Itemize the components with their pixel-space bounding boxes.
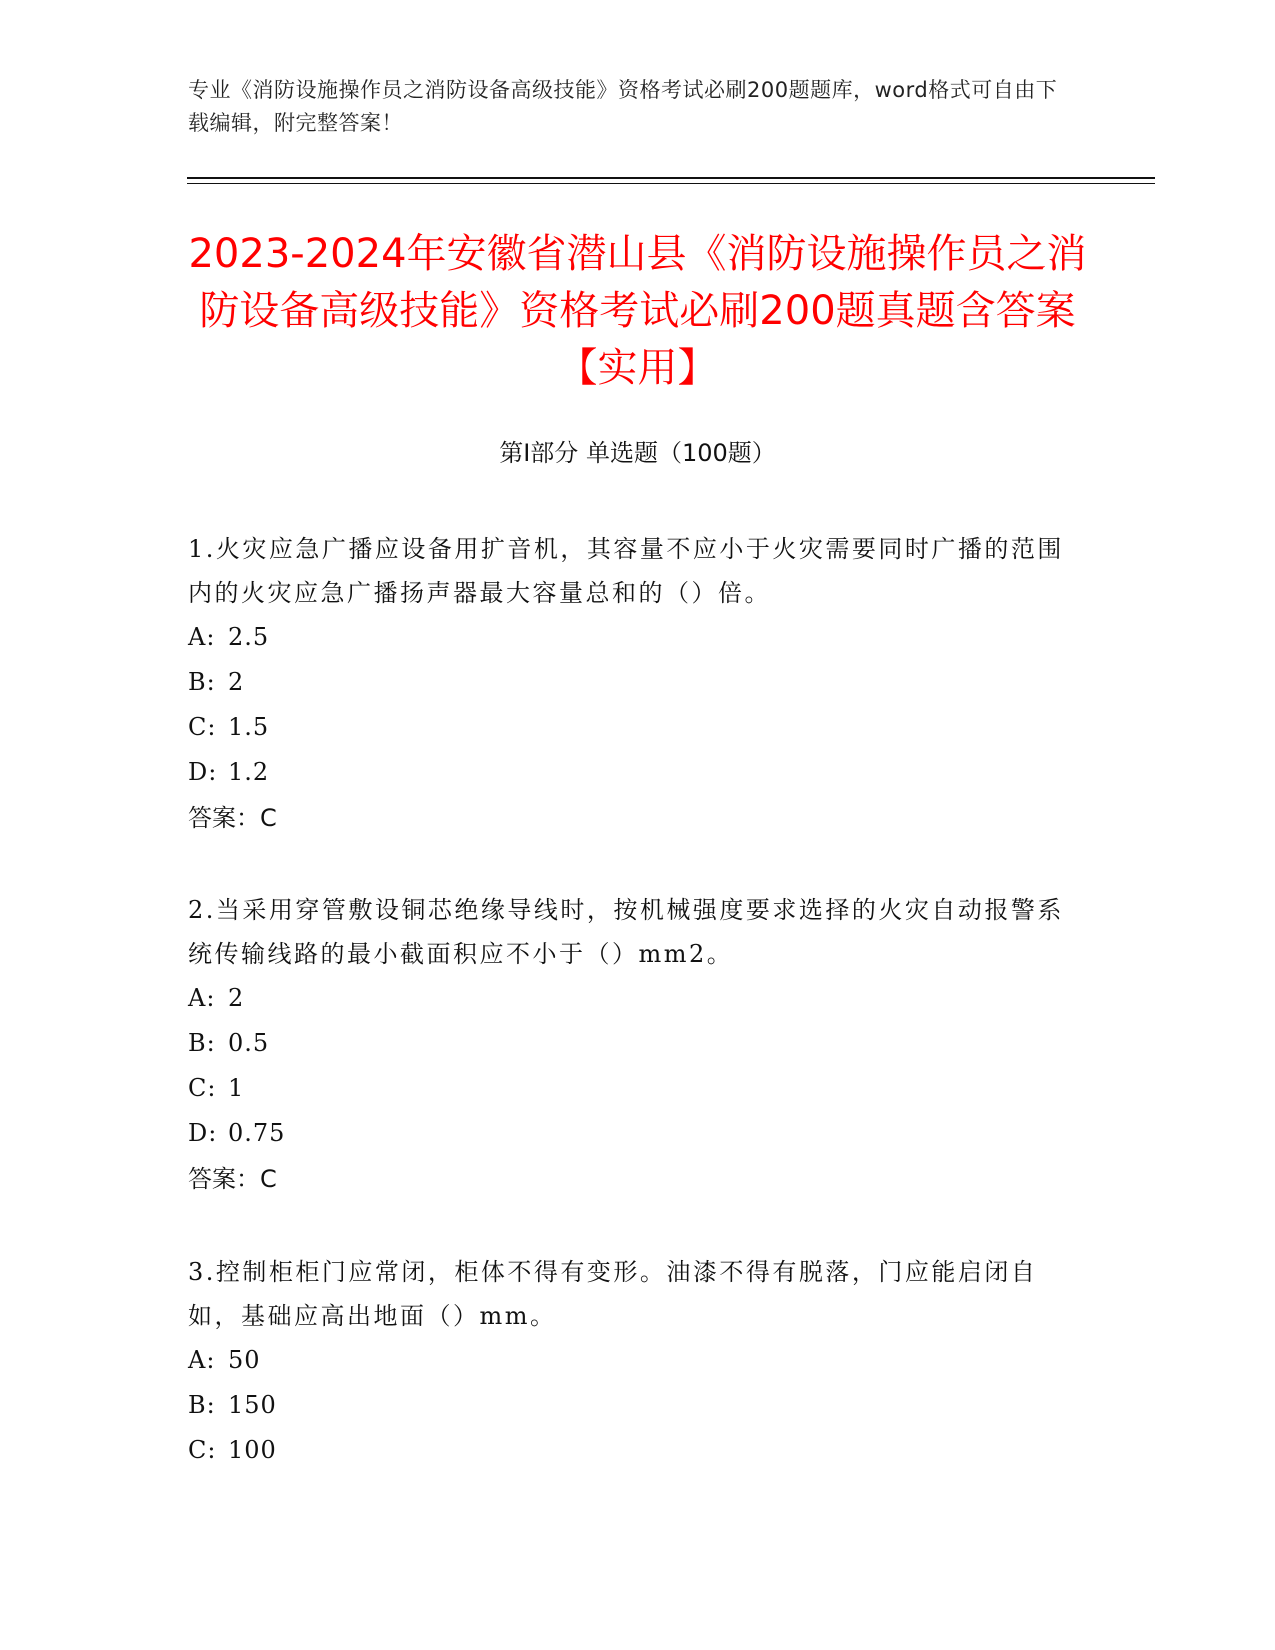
option-text: 1	[228, 1074, 245, 1102]
question-stem: 2.当采用穿管敷设铜芯绝缘导线时，按机械强度要求选择的火灾自动报警系统传输线路的最小截面积应不小于（）mm2。	[188, 896, 1064, 968]
option-text: 2.5	[228, 623, 270, 651]
section-heading: 第Ⅰ部分 单选题（100题）	[499, 439, 776, 467]
option-b	[188, 1383, 1068, 1428]
option-c	[188, 1428, 1068, 1473]
question-1	[188, 527, 1068, 841]
option-text: 2	[228, 984, 245, 1012]
option-letter: C:	[188, 1436, 217, 1464]
option-c	[188, 1066, 1068, 1111]
option-letter: A:	[188, 623, 216, 651]
option-text: 2	[228, 668, 245, 696]
option-text: 0.5	[228, 1029, 270, 1057]
question-stem: 3.控制柜柜门应常闭，柜体不得有变形。油漆不得有脱落，门应能启闭自如，基础应高出地面（）mm。	[188, 1258, 1038, 1330]
option-letter: A:	[188, 1346, 216, 1374]
header-note: 专业《消防设施操作员之消防设备高级技能》资格考试必刷200题题库，word格式可自由下载编辑，附完整答案！	[188, 78, 1058, 135]
option-a	[188, 1338, 1068, 1383]
option-letter: C:	[188, 1074, 217, 1102]
option-b	[188, 660, 1068, 705]
option-a	[188, 976, 1068, 1021]
option-text: 50	[228, 1346, 261, 1374]
option-text: 100	[228, 1436, 277, 1464]
option-text: 150	[228, 1391, 277, 1419]
option-d	[188, 750, 1068, 795]
header-rule-thick	[187, 177, 1155, 179]
question-3	[188, 1250, 1068, 1473]
option-text: 1.5	[228, 713, 270, 741]
answer-line: 答案：C	[188, 1165, 277, 1193]
option-letter: D:	[188, 758, 218, 786]
option-c	[188, 705, 1068, 750]
header-rule-thin	[187, 183, 1155, 184]
question-stem: 1.火灾应急广播应设备用扩音机，其容量不应小于火灾需要同时广播的范围内的火灾应急广播扬声器最大容量总和的（）倍。	[188, 535, 1064, 607]
option-letter: C:	[188, 713, 217, 741]
option-letter: A:	[188, 984, 216, 1012]
option-text: 1.2	[228, 758, 270, 786]
option-b	[188, 1021, 1068, 1066]
document-title: 2023-2024年安徽省潜山县《消防设施操作员之消防设备高级技能》资格考试必刷200题真题含答案【实用】	[188, 231, 1087, 391]
option-text: 0.75	[228, 1119, 286, 1147]
option-d	[188, 1111, 1068, 1156]
option-letter: B:	[188, 1029, 216, 1057]
answer-line: 答案：C	[188, 804, 277, 832]
option-letter: B:	[188, 668, 216, 696]
option-letter: D:	[188, 1119, 218, 1147]
option-letter: B:	[188, 1391, 216, 1419]
question-2	[188, 888, 1068, 1202]
option-a	[188, 615, 1068, 660]
